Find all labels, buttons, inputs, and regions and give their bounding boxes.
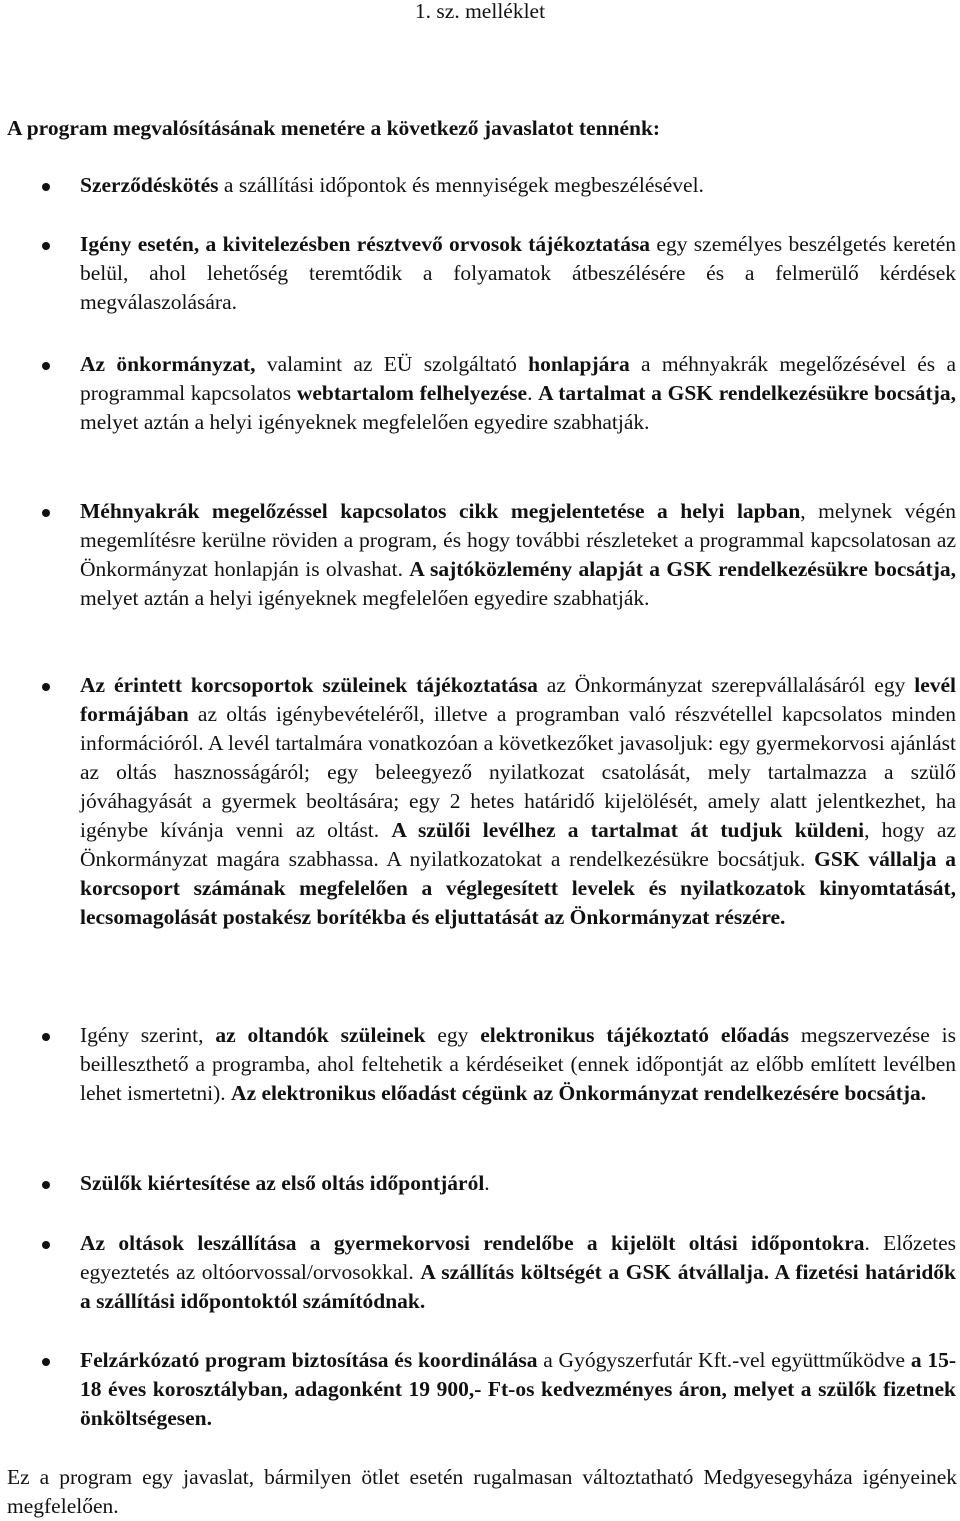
bold-run: Igény esetén, a kivitelezésben résztvevő orvosok tájékoztatása xyxy=(80,232,651,256)
list-item-text xyxy=(80,1346,956,1433)
intro-heading: A program megvalósításának menetére a következő javaslatot tennénk: xyxy=(7,116,661,140)
closing-paragraph: Ez a program egy javaslat, bármilyen ötlet esetén rugalmasan változtatható Medgyesegyháza igényeinek megfelelően. xyxy=(7,1465,957,1518)
text-run: . Előzetes egyeztetés az oltóorvossal/orvosokkal. xyxy=(80,1231,957,1284)
text-run: melyet aztán a helyi igényeknek megfelelően egyedire szabhatják. xyxy=(80,410,650,434)
list-item-text xyxy=(80,671,956,932)
list-item-text xyxy=(80,1021,956,1108)
bold-run: elektronikus tájékoztató előadás xyxy=(480,1023,790,1047)
bullet-icon xyxy=(42,683,50,691)
text-run: . xyxy=(484,1171,490,1195)
bullet-icon xyxy=(42,1241,50,1249)
bold-run: a 15-18 éves korosztályban, adagonként 19 900,- Ft-os kedvezményes áron, melyet a szülők fizetnek önköltségesen. xyxy=(80,1348,956,1430)
list-item-text xyxy=(80,171,956,200)
bullet-icon xyxy=(42,509,50,517)
bold-run: Az elektronikus előadást cégünk az Önkormányzat rendelkezésére bocsátja. xyxy=(231,1081,927,1105)
text-run: a szállítási időpontok és mennyiségek megbeszélésével. xyxy=(218,173,704,197)
bold-run: az oltandók szüleinek xyxy=(215,1023,426,1047)
bullet-icon xyxy=(42,242,50,250)
text-run: az Önkormányzat szerepvállalásáról egy xyxy=(537,673,915,697)
text-run: az oltás igénybevételéről, illetve a programban való részvétellel kapcsolatos minden információról. A levél tartalmára vonatkozóan a következőket javasoljuk: egy gyermekorvosi ajánlást az oltás hasznosságáról; egy beleegyező nyilatkozat csatolását, mely tartalmazza a szülő jóváhagyását a gyermek beoltására; egy 2 hetes határidő kijelölését, amely alatt jelentkezhet, ha igénybe kívánja venni az oltást. xyxy=(80,702,956,842)
list-item-text xyxy=(80,230,956,317)
bold-run: honlapjára xyxy=(528,352,630,376)
text-run: , melynek végén megemlítésre kerülne röviden a program, és hogy további részleteket a programmal kapcsolatosan az Önkormányzat honlapján is olvashat. xyxy=(80,499,956,581)
bullet-icon xyxy=(42,1181,50,1189)
bold-run: A szülői levélhez a tartalmat át tudjuk küldeni xyxy=(391,818,865,842)
text-run: megszervezése is beilleszthető a programba, ahol feltehetik a kérdéseiket (ennek időpontját az előbb említett levélben lehet ismertetni). xyxy=(80,1023,956,1105)
list-item-text xyxy=(80,1229,956,1316)
bold-run: webtartalom felhelyezése xyxy=(296,381,528,405)
bold-run: Szerződéskötés xyxy=(80,173,219,197)
bold-run: A sajtóközlemény alapját a GSK rendelkezésükre bocsátja, xyxy=(409,557,956,581)
bold-run: Az oltások leszállítása a gyermekorvosi rendelőbe a kijelölt oltási időpontokra xyxy=(80,1231,865,1255)
text-run: egy személyes beszélgetés keretén belül, ahol lehetőség teremtődik a folyamatok átbeszélésére és a felmerülő kérdések megválaszolására. xyxy=(80,232,956,314)
bold-run: Méhnyakrák megelőzéssel kapcsolatos cikk megjelentetése a helyi lapban xyxy=(80,499,801,523)
bold-run: A tartalmat a GSK rendelkezésükre bocsátja, xyxy=(538,381,956,405)
text-run: melyet aztán a helyi igényeknek megfelelően egyedire szabhatják. xyxy=(80,586,650,610)
bullet-icon xyxy=(42,1358,50,1366)
bold-run: A szállítás költségét a GSK átvállalja. A fizetési határidők a szállítási időpontoktól számítódnak. xyxy=(80,1260,956,1313)
bold-run: Felzárkózató program biztosítása és koordinálása xyxy=(80,1348,538,1372)
text-run: a méhnyakrák megelőzésével és a programmal kapcsolatos xyxy=(80,352,956,405)
bold-run: Szülők kiértesítése az első oltás időpontjáról xyxy=(80,1171,485,1195)
text-run: egy xyxy=(425,1023,481,1047)
list-item-text xyxy=(80,497,956,613)
text-run: , hogy az Önkormányzat magára szabhassa. A nyilatkozatokat a rendelkezésükre bocsátjuk. xyxy=(80,818,957,871)
bold-run: levél formájában xyxy=(80,673,957,726)
text-run: . xyxy=(527,381,539,405)
text-run: valamint az EÜ szolgáltató xyxy=(255,352,529,376)
bold-run: Az önkormányzat, xyxy=(80,352,256,376)
list-item-text xyxy=(80,1169,956,1198)
bold-run: Az érintett korcsoportok szüleinek tájékoztatása xyxy=(80,673,538,697)
text-run: a Gyógyszerfutár Kft.-vel együttműködve xyxy=(537,1348,911,1372)
bullet-icon xyxy=(42,362,50,370)
bullet-icon xyxy=(42,183,50,191)
bullet-icon xyxy=(42,1033,50,1041)
list-item-text xyxy=(80,350,956,437)
text-run: Igény szerint, xyxy=(80,1023,216,1047)
bold-run: GSK vállalja a korcsoport számának megfelelően a véglegesített levelek és nyilatkozatok kinyomtatását, lecsomagolását postakész borítékba és eljuttatását az Önkormányzat részére. xyxy=(80,847,956,929)
annex-header: 1. sz. melléklet xyxy=(414,0,546,23)
